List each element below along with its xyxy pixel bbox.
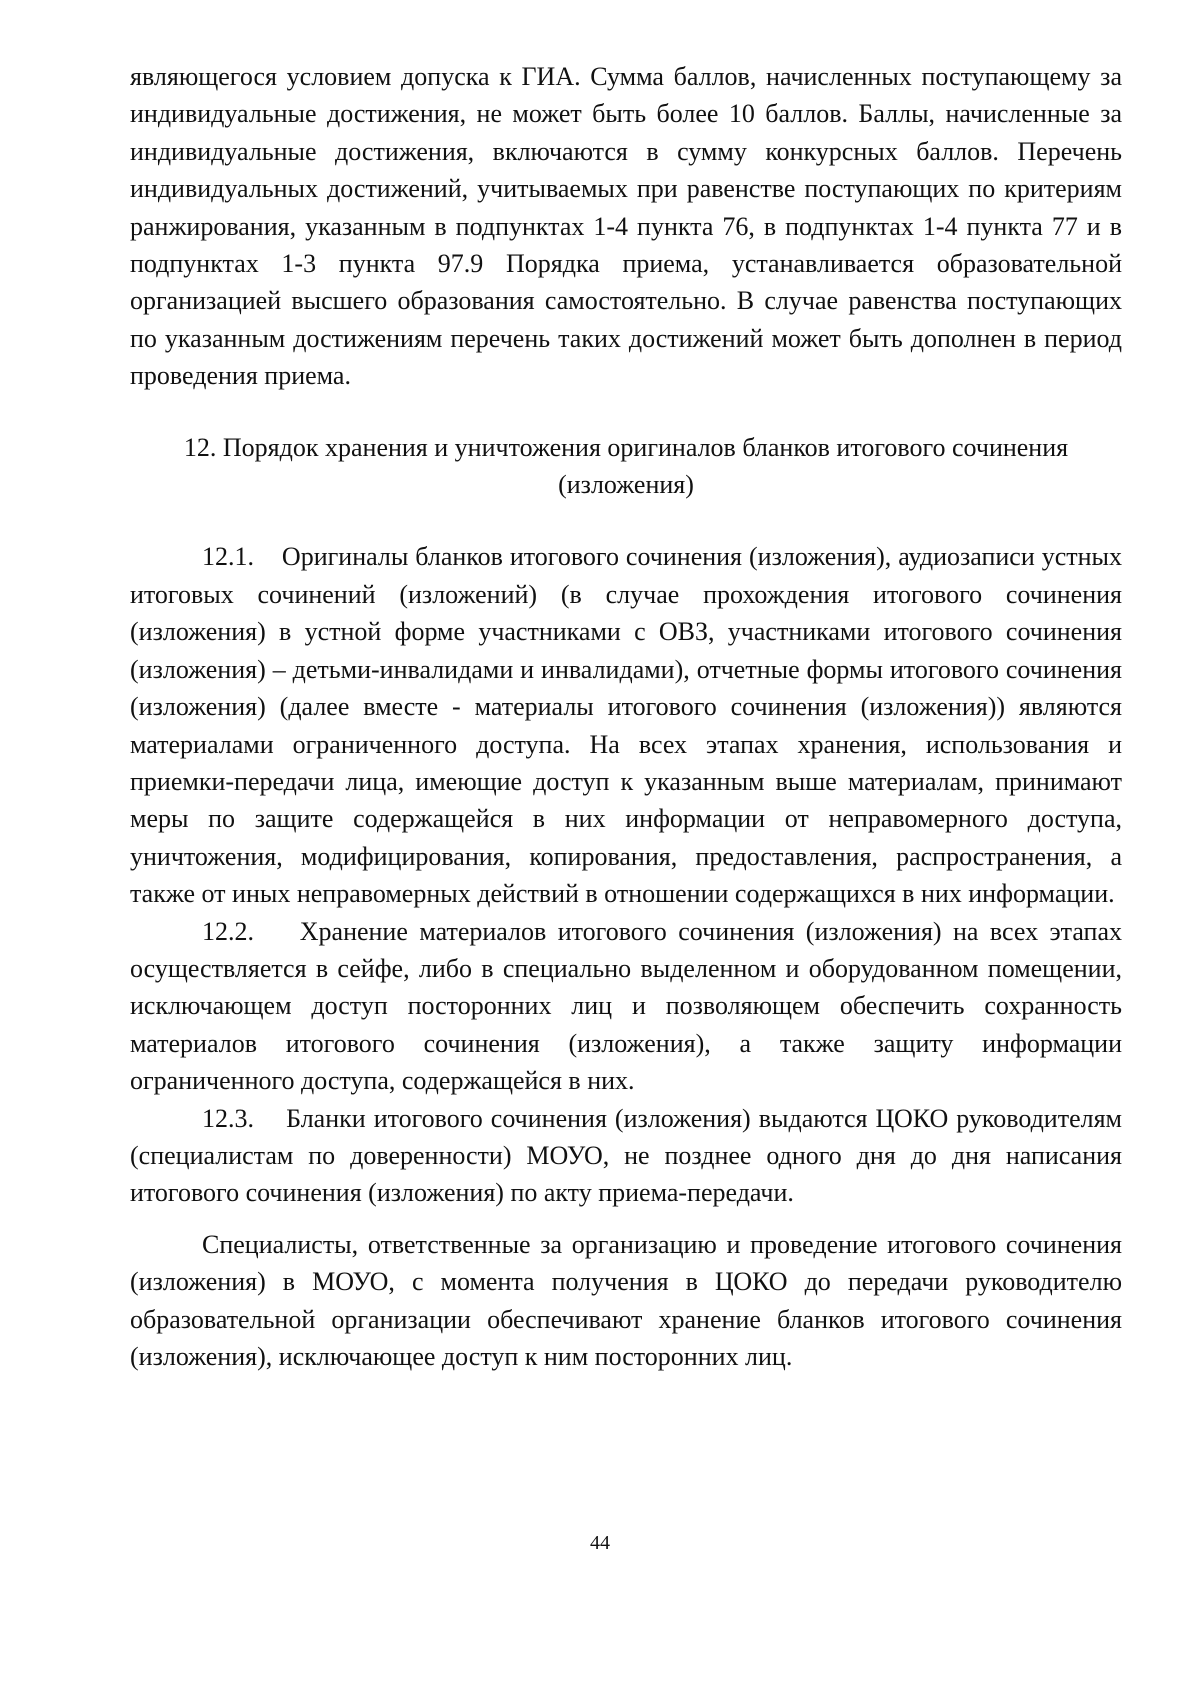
page-number: 44 [590, 1532, 610, 1554]
intro-paragraph: являющегося условием допуска к ГИА. Сумма баллов, начисленных поступающему за индивидуальные достижения, не может быть более 10 баллов. Баллы, начисленные за индивидуальные достижения, включаются в сумму конкурсных баллов. Перечень индивидуальных достижений, учитываемых при равенстве поступающих по критериям ранжирования, указанным в подпунктах 1-4 пункта 76, в подпунктах 1-4 пункта 77 и в подпунктах 1-3 пункта 97.9 Порядка приема, устанавливается образовательной организацией высшего образования самостоятельно. В случае равенства поступающих по указанным достижениям перечень таких достижений может быть дополнен в период проведения приема. [130, 62, 1122, 391]
paragraph-number: 12.3. [202, 1103, 254, 1133]
final-paragraph: Специалисты, ответственные за организацию и проведение итогового сочинения (изложения) в МОУО, с момента получения в ЦОКО до передачи руководителю образовательной организации обеспечивают хранение бланков итогового сочинения (изложения), исключающее доступ к ним посторонних лиц. [130, 1229, 1122, 1371]
paragraph-text: Оригиналы бланков итогового сочинения (изложения), аудиозаписи устных итоговых сочинений (изложений) (в случае прохождения итогового сочинения (изложения) в устной форме участниками с ОВЗ, участниками итогового сочинения (изложения) – детьми-инвалидами и инвалидами), отчетные формы итогового сочинения (изложения) (далее вместе - материалы итогового сочинения (изложения)) являются материалами ограниченного доступа. На всех этапах хранения, использования и приемки-передачи лица, имеющие доступ к указанным выше материалам, принимают меры по защите содержащейся в них информации от неправомерного доступа, уничтожения, модифицирования, копирования, предоставления, распространения, а также от иных неправомерных действий в отношении содержащихся в них информации. [130, 542, 1122, 909]
paragraph-12-3 [130, 1100, 1122, 1212]
document-page [130, 58, 1122, 1375]
paragraph-12-2 [130, 913, 1122, 1100]
paragraph-text: Бланки итогового сочинения (изложения) выдаются ЦОКО руководителям (специалистам по доверенности) МОУО, не позднее одного дня до дня написания итогового сочинения (изложения) по акту приема-передачи. [130, 1103, 1122, 1208]
paragraph-text: Хранение материалов итогового сочинения (изложения) на всех этапах осуществляется в сейфе, либо в специально выделенном и оборудованном помещении, исключающем доступ посторонних лиц и позволяющем обеспечить сохранность материалов итогового сочинения (изложения), а также защиту информации ограниченного доступа, содержащейся в них. [130, 916, 1122, 1096]
paragraph-number: 12.2. [202, 916, 254, 946]
section-heading: 12. Порядок хранения и уничтожения оригиналов бланков итогового сочинения (изложения) [183, 432, 1069, 500]
paragraph-12-1 [130, 538, 1122, 912]
paragraph-number: 12.1. [202, 542, 254, 572]
